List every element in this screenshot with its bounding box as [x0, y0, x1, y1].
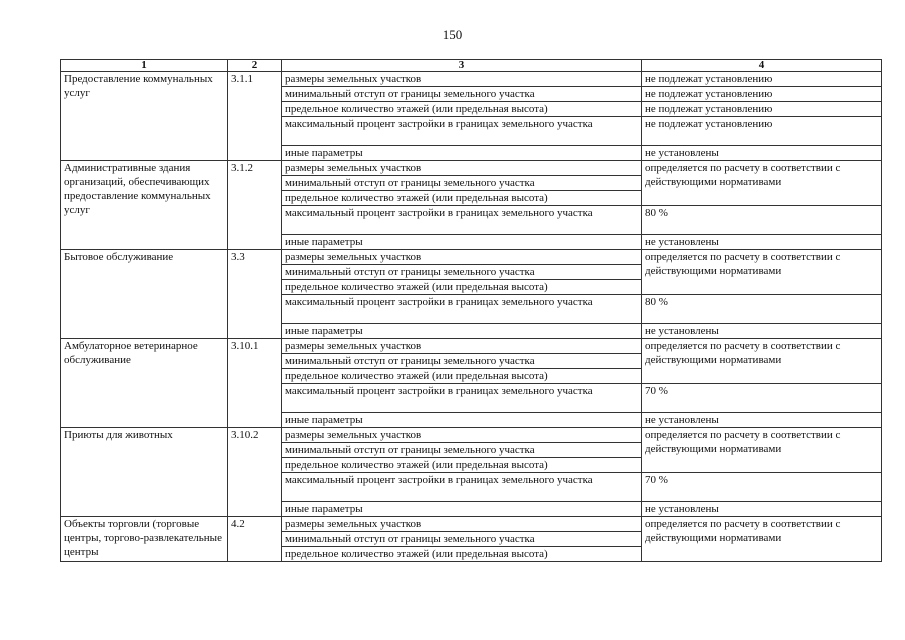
land-use-code: 3.3 [228, 250, 282, 339]
land-use-code: 4.2 [228, 517, 282, 562]
parameter-value: не подлежат установлению [642, 72, 882, 87]
table-header-row [61, 60, 882, 72]
parameter-label: максимальный процент застройки в границах земельного участка [282, 117, 642, 146]
parameter-label: предельное количество этажей (или предельная высота) [282, 191, 642, 206]
parameter-value: не подлежат установлению [642, 87, 882, 102]
table-body [61, 72, 882, 562]
parameter-label: размеры земельных участков [282, 250, 642, 265]
parameter-label: минимальный отступ от границы земельного участка [282, 265, 642, 280]
parameter-label: максимальный процент застройки в границах земельного участка [282, 206, 642, 235]
parameter-label: предельное количество этажей (или предельная высота) [282, 458, 642, 473]
parameter-label: предельное количество этажей (или предельная высота) [282, 547, 642, 562]
parameter-value: не подлежат установлению [642, 102, 882, 117]
parameter-label: иные параметры [282, 235, 642, 250]
parameter-value: определяется по расчету в соответствии с действующими нормативами [642, 339, 882, 384]
land-use-name: Административные здания организаций, обеспечивающих предоставление коммунальных услуг [61, 161, 228, 250]
land-use-name: Амбулаторное ветеринарное обслуживание [61, 339, 228, 428]
parameter-value: 70 % [642, 473, 882, 502]
parameter-value: 70 % [642, 384, 882, 413]
parameter-value: 80 % [642, 206, 882, 235]
parameter-label: минимальный отступ от границы земельного участка [282, 87, 642, 102]
land-use-name: Объекты торговли (торговые центры, торгово-развлекательные центры [61, 517, 228, 562]
parameter-label: минимальный отступ от границы земельного участка [282, 354, 642, 369]
land-use-name: Предоставление коммунальных услуг [61, 72, 228, 161]
parameter-label: размеры земельных участков [282, 339, 642, 354]
parameter-value: определяется по расчету в соответствии с действующими нормативами [642, 161, 882, 206]
table-row [61, 517, 882, 532]
parameter-label: максимальный процент застройки в границах земельного участка [282, 295, 642, 324]
parameter-label: минимальный отступ от границы земельного участка [282, 176, 642, 191]
land-use-name: Бытовое обслуживание [61, 250, 228, 339]
header-col-2: 2 [228, 60, 282, 72]
land-use-code: 3.10.1 [228, 339, 282, 428]
parameter-label: размеры земельных участков [282, 72, 642, 87]
land-use-regulations-table [60, 59, 882, 562]
parameter-value: не установлены [642, 502, 882, 517]
table-row [61, 339, 882, 354]
table-row [61, 72, 882, 87]
parameter-label: предельное количество этажей (или предельная высота) [282, 369, 642, 384]
land-use-code: 3.10.2 [228, 428, 282, 517]
land-use-name: Приюты для животных [61, 428, 228, 517]
parameter-value: определяется по расчету в соответствии с действующими нормативами [642, 428, 882, 473]
parameter-value: не установлены [642, 146, 882, 161]
parameter-label: минимальный отступ от границы земельного участка [282, 532, 642, 547]
table-row [61, 428, 882, 443]
page-number: 150 [442, 27, 463, 42]
parameter-label: иные параметры [282, 413, 642, 428]
parameter-label: предельное количество этажей (или предельная высота) [282, 280, 642, 295]
parameter-label: размеры земельных участков [282, 517, 642, 532]
parameter-label: максимальный процент застройки в границах земельного участка [282, 384, 642, 413]
parameter-label: предельное количество этажей (или предельная высота) [282, 102, 642, 117]
parameter-value: 80 % [642, 295, 882, 324]
header-col-4: 4 [642, 60, 882, 72]
parameter-value: не установлены [642, 324, 882, 339]
parameter-label: максимальный процент застройки в границах земельного участка [282, 473, 642, 502]
table-row [61, 161, 882, 176]
parameter-value: не установлены [642, 413, 882, 428]
parameter-value: не установлены [642, 235, 882, 250]
parameter-label: иные параметры [282, 146, 642, 161]
table-row [61, 250, 882, 265]
parameter-value: определяется по расчету в соответствии с действующими нормативами [642, 517, 882, 562]
parameter-label: размеры земельных участков [282, 428, 642, 443]
land-use-code: 3.1.1 [228, 72, 282, 161]
parameter-label: минимальный отступ от границы земельного участка [282, 443, 642, 458]
header-col-1: 1 [61, 60, 228, 72]
parameter-value: не подлежат установлению [642, 117, 882, 146]
parameter-label: иные параметры [282, 502, 642, 517]
parameter-label: размеры земельных участков [282, 161, 642, 176]
parameter-label: иные параметры [282, 324, 642, 339]
land-use-code: 3.1.2 [228, 161, 282, 250]
header-col-3: 3 [282, 60, 642, 72]
parameter-value: определяется по расчету в соответствии с действующими нормативами [642, 250, 882, 295]
